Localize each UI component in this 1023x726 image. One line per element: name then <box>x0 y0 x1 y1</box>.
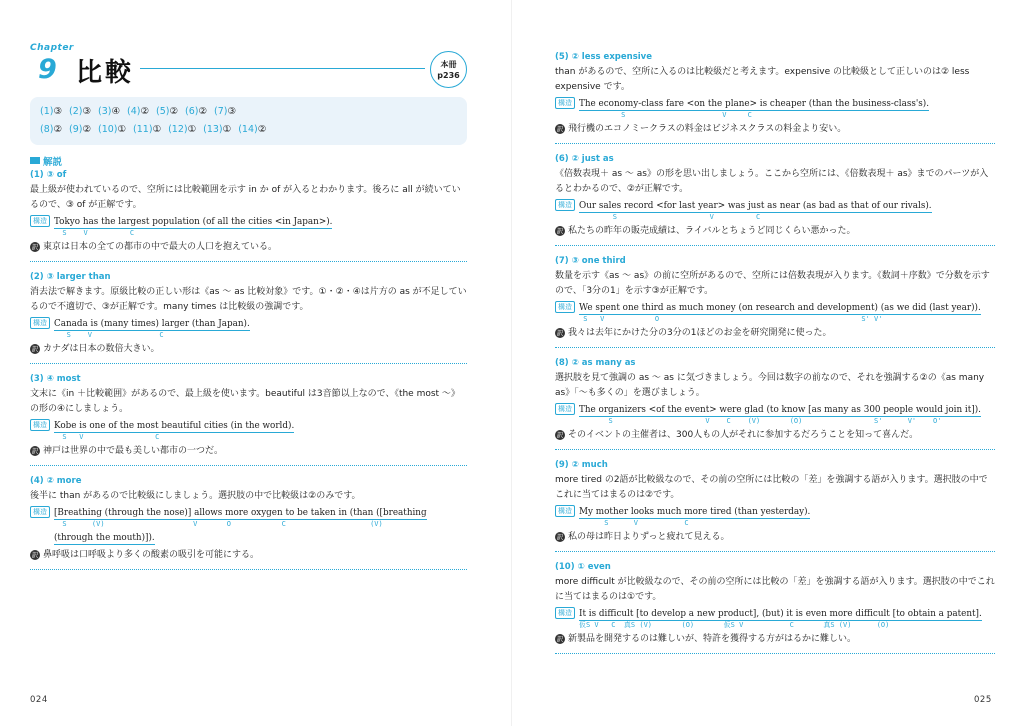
question-item <box>555 154 995 246</box>
dotted-separator <box>555 653 995 654</box>
structure-tag: 構造 <box>555 607 575 619</box>
structure-sentence: My mother looks much more tired (than yesterday). <box>579 507 811 517</box>
translation-text: 神戸は世界の中で最も美しい都市の一つだ。 <box>43 446 224 456</box>
structure-line <box>30 215 467 229</box>
translation <box>30 343 467 356</box>
structure-line <box>555 505 995 519</box>
answer-item <box>98 106 120 117</box>
structure-tag: 構造 <box>555 505 575 517</box>
translation <box>555 633 995 646</box>
chapter-number: 9 <box>38 54 57 85</box>
dotted-separator <box>30 363 467 364</box>
grammar-roles: S V C (V) (O) S' V' O' <box>579 417 942 425</box>
question-heading: (3) ④ most <box>30 374 81 384</box>
structure-line-continued <box>30 532 467 545</box>
answer-number: (3) <box>98 106 112 117</box>
question-heading: (4) ② more <box>30 476 82 486</box>
answer-value: ③ <box>82 106 91 117</box>
question-item <box>30 374 467 466</box>
question-item <box>555 460 995 552</box>
question-item <box>555 256 995 348</box>
answer-number: (7) <box>214 106 228 117</box>
explanation-heading <box>30 154 62 168</box>
structure-line <box>30 419 467 433</box>
answer-number: (8) <box>40 124 54 135</box>
answer-value: ② <box>257 124 267 135</box>
translation-text: 鼻呼吸は口呼吸より多くの酸素の吸引を可能にする。 <box>43 550 260 560</box>
translation <box>555 429 995 442</box>
explanation-text: 消去法で解きます。原級比較の正しい形は《as ～ as 比較対象》です。①・②・④は片方の as が不足しているので不適切で、③が正解です。many times は比較級の強調です。 <box>30 287 467 312</box>
explanation-text: 《倍数表現＋ as ～ as》の形を思い出しましょう。ここから空所には、《倍数表現＋ as》までのパーツが入るとわかるので、②が正解です。 <box>555 169 989 194</box>
translation-icon: 訳 <box>556 227 564 235</box>
answer-value: ② <box>169 106 178 117</box>
translation <box>30 241 467 254</box>
reference-badge-line1: 本冊 <box>440 60 457 69</box>
structure-sentence: Kobe is one of the most beautiful cities (in the world). <box>54 421 295 431</box>
translation-icon: 訳 <box>556 635 564 643</box>
question-item <box>555 358 995 450</box>
translation-text: 我々は去年にかけた分の3分の1ほどのお金を研究開発に使った。 <box>568 328 832 338</box>
answer-number: (5) <box>156 106 170 117</box>
translation <box>555 327 995 340</box>
question-heading: (5) ② less expensive <box>555 52 652 62</box>
question-item <box>555 52 995 144</box>
explanation-text: 選択肢を見て強調の as ～ as に気づきましょう。今回は数字の前なので、それを強調する②の《as many as》「～も多くの」を選びましょう。 <box>555 373 985 398</box>
reference-badge <box>430 51 467 88</box>
page-number-left: 024 <box>30 695 48 705</box>
chapter-label: Chapter <box>30 43 74 53</box>
structure-sentence: [Breathing (through the nose)] allows more oxygen to be taken in (than ([breathing <box>54 508 427 518</box>
answer-number: (10) <box>98 124 118 135</box>
question-item <box>30 476 467 570</box>
translation-icon: 訳 <box>556 533 564 541</box>
answer-value: ② <box>198 106 207 117</box>
left-page <box>0 0 511 726</box>
translation-text: 新製品を開発するのは難しいが、特許を獲得する方がはるかに難しい。 <box>568 634 857 644</box>
right-page <box>512 0 1023 726</box>
answer-value: ② <box>140 106 149 117</box>
grammar-roles: S V O S' V' <box>579 315 883 323</box>
translation-text: 飛行機のエコノミークラスの料金はビジネスクラスの料金より安い。 <box>568 124 847 134</box>
question-heading: (1) ③ of <box>30 170 67 180</box>
answer-item <box>203 124 231 135</box>
dotted-separator <box>555 347 995 348</box>
structure-tag: 構造 <box>30 419 50 431</box>
dotted-separator <box>555 449 995 450</box>
structure-tag: 構造 <box>30 215 50 227</box>
translation <box>555 225 995 238</box>
answer-value: ② <box>53 124 62 135</box>
answer-row-1 <box>40 106 243 117</box>
grammar-roles: 仮S V C 真S (V) (O) 仮S V C 真S (V) (O) <box>579 621 890 629</box>
translation-icon: 訳 <box>31 447 39 455</box>
structure-line <box>555 403 995 417</box>
translation-icon: 訳 <box>31 243 39 251</box>
answer-value: ① <box>117 124 127 135</box>
structure-line <box>555 199 995 213</box>
answer-value: ① <box>222 124 232 135</box>
structure-line <box>555 301 995 315</box>
question-heading: (10) ① even <box>555 562 611 572</box>
dotted-separator <box>555 551 995 552</box>
translation-text: カナダは日本の数倍大きい。 <box>43 344 160 354</box>
question-heading: (2) ③ larger than <box>30 272 111 282</box>
structure-tag: 構造 <box>555 403 575 415</box>
structure-tag: 構造 <box>30 506 50 518</box>
answer-value: ① <box>187 124 197 135</box>
translation-text: 東京は日本の全ての都市の中で最大の人口を抱えている。 <box>43 242 278 252</box>
answer-item <box>98 124 126 135</box>
translation-icon: 訳 <box>556 125 564 133</box>
answer-item <box>69 124 91 135</box>
reference-badge-line2: p236 <box>437 71 460 80</box>
answer-value: ① <box>152 124 162 135</box>
dotted-separator <box>30 261 467 262</box>
structure-sentence: The organizers <of the event> were glad (to know [as many as 300 people would join it]). <box>579 405 981 415</box>
explanation-text: 文末に《in ＋比較範囲》があるので、最上級を使います。beautiful は3音節以上なので、《the most ～》の形の④にしましょう。 <box>30 389 460 414</box>
structure-sentence: It is difficult [to develop a new product], (but) it is even more difficult [to obtain a patent]. <box>579 609 982 619</box>
translation-text: 私たちの昨年の販売成績は、ライバルとちょうど同じくらい悪かった。 <box>568 226 856 236</box>
answer-number: (4) <box>127 106 141 117</box>
explanation-text: than があるので、空所に入るのは比較級だと考えます。expensive の比較級として正しいのは② less expensive です。 <box>555 67 970 92</box>
structure-sentence: Our sales record <for last year> was just as near (as bad as that of our rivals). <box>579 201 932 211</box>
answer-item <box>214 106 236 117</box>
explanation-label: 解説 <box>43 157 63 168</box>
answer-item <box>185 106 207 117</box>
translation-text: そのイベントの主催者は、300人もの人がそれに参加するだろうことを知って喜んだ。 <box>568 430 919 440</box>
answer-item <box>168 124 196 135</box>
answer-item <box>127 106 149 117</box>
explanation-text: 最上級が使われているので、空所には比較範囲を示す in か of が入るとわかります。後ろに all が続いているので、③ of が正解です。 <box>30 185 461 210</box>
dotted-separator <box>555 245 995 246</box>
question-heading: (9) ② much <box>555 460 608 470</box>
structure-sentence: We spent one third as much money (on research and development) (as we did (last year)). <box>579 303 981 313</box>
structure-sentence: Canada is (many times) larger (than Japan). <box>54 319 250 329</box>
translation-icon: 訳 <box>31 345 39 353</box>
translation-icon: 訳 <box>556 329 564 337</box>
translation-icon: 訳 <box>31 551 39 559</box>
translation-icon: 訳 <box>556 431 564 439</box>
grammar-roles: S (V) V O C (V) <box>54 520 383 528</box>
answer-item <box>40 124 62 135</box>
translation <box>30 549 467 562</box>
answer-item <box>156 106 178 117</box>
answer-key-box <box>30 97 467 145</box>
answer-number: (1) <box>40 106 54 117</box>
question-item <box>30 272 467 364</box>
question-heading: (8) ② as many as <box>555 358 636 368</box>
grammar-roles: S V C <box>54 331 164 339</box>
answer-number: (6) <box>185 106 199 117</box>
answer-value: ③ <box>53 106 62 117</box>
grammar-roles: S V C <box>579 111 752 119</box>
question-item <box>555 562 995 654</box>
question-heading: (7) ③ one third <box>555 256 626 266</box>
explanation-text: 後半に than があるので比較級にしましょう。選択肢の中で比較級は②のみです。 <box>30 491 361 501</box>
translation <box>555 531 995 544</box>
structure-line <box>555 607 995 621</box>
grammar-roles: S V C <box>54 433 160 441</box>
answer-number: (13) <box>203 124 223 135</box>
structure-sentence: The economy-class fare <on the plane> is cheaper (than the business-class's). <box>579 99 930 109</box>
answer-row-2 <box>40 124 273 135</box>
answer-number: (12) <box>168 124 188 135</box>
structure-tag: 構造 <box>555 301 575 313</box>
explanation-text: 数量を示す《as ～ as》の前に空所があるので、空所には倍数表現が入ります。《数詞＋序数》で分数を示すので、「3分の1」を示す③が正解です。 <box>555 271 990 296</box>
dotted-separator <box>555 143 995 144</box>
answer-number: (11) <box>133 124 153 135</box>
grammar-roles: S V C <box>579 519 689 527</box>
explanation-text: more difficult が比較級なので、その前の空所には比較の「差」を強調する語が入ります。選択肢の中でこれに当てはまるのは①です。 <box>555 577 995 602</box>
structure-sentence: Tokyo has the largest population (of all the cities <in Japan>). <box>54 217 333 227</box>
answer-item <box>69 106 91 117</box>
question-heading: (6) ② just as <box>555 154 614 164</box>
structure-line <box>30 506 467 520</box>
answer-value: ② <box>82 124 91 135</box>
structure-tag: 構造 <box>30 317 50 329</box>
answer-value: ③ <box>227 106 236 117</box>
chapter-title: 比較 <box>76 58 135 88</box>
chapter-rule <box>140 68 425 69</box>
structure-tag: 構造 <box>555 97 575 109</box>
answer-number: (2) <box>69 106 83 117</box>
explanation-text: more tired の2語が比較級なので、その前の空所には比較の「差」を強調する語が入ります。選択肢の中でこれに当てはまるのは②です。 <box>555 475 988 500</box>
translation <box>555 123 995 136</box>
grammar-roles: S V C <box>54 229 135 237</box>
translation <box>30 445 467 458</box>
answer-number: (9) <box>69 124 83 135</box>
answer-value: ④ <box>111 106 120 117</box>
page-number-right: 025 <box>974 695 992 705</box>
answer-item <box>40 106 62 117</box>
structure-line <box>555 97 995 111</box>
arrow-marker-icon <box>30 157 40 164</box>
translation-text: 私の母は昨日よりずっと疲れて見える。 <box>568 532 730 542</box>
structure-tag: 構造 <box>555 199 575 211</box>
dotted-separator <box>30 465 467 466</box>
answer-number: (14) <box>238 124 258 135</box>
dotted-separator <box>30 569 467 570</box>
answer-item <box>238 124 266 135</box>
question-item <box>30 170 467 262</box>
grammar-roles: S V C <box>579 213 761 221</box>
answer-item <box>133 124 161 135</box>
structure-sentence-continued: (through the mouth)]). <box>54 533 155 543</box>
structure-line <box>30 317 467 331</box>
